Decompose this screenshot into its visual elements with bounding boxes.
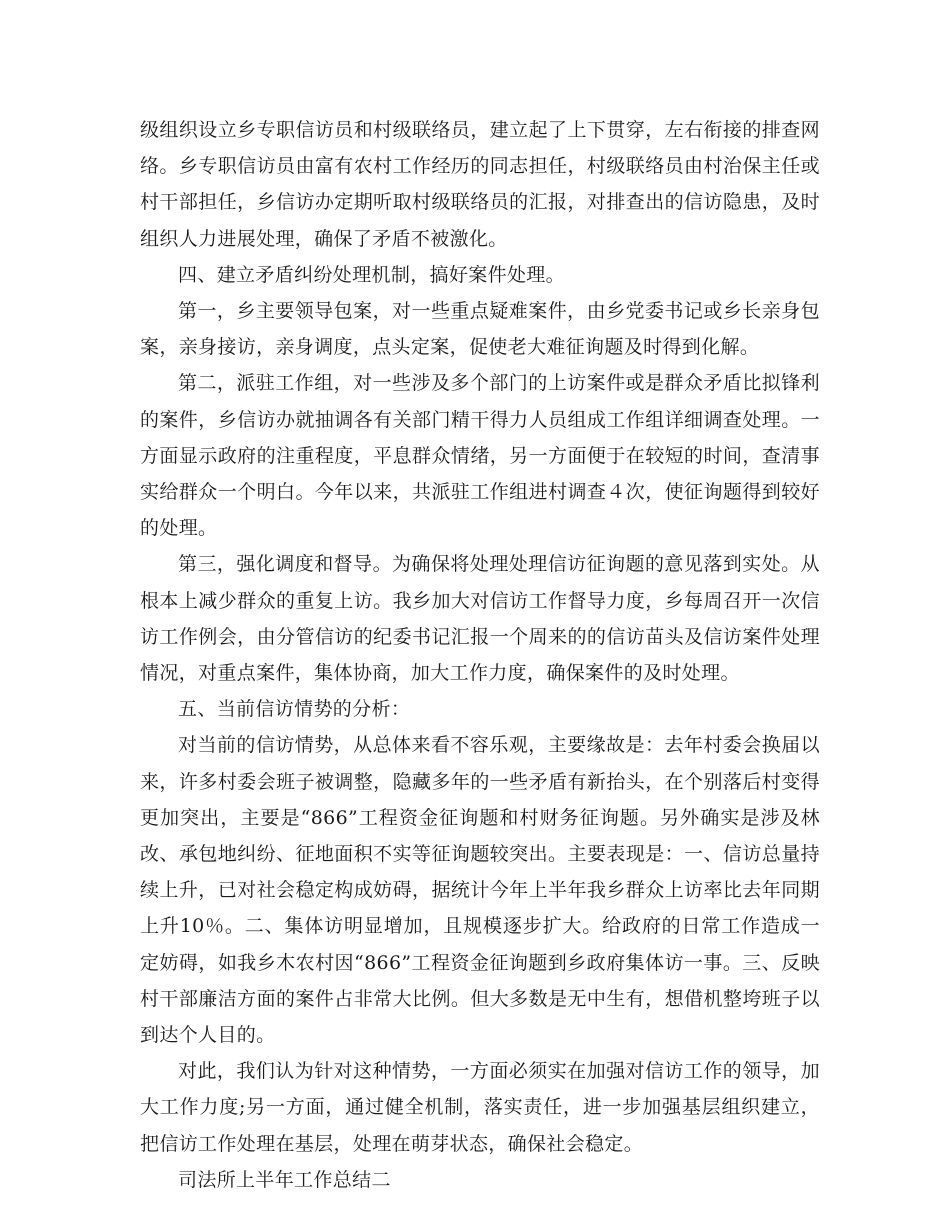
document-body — [140, 112, 820, 1198]
paragraph-first-point: 第一，乡主要领导包案，对一些重点疑难案件，由乡党委书记或乡长亲身包案，亲身接访，亲身调度，点头定案，促使老大难征询题及时得到化解。 — [140, 300, 820, 359]
paragraph-situation-analysis: 对当前的信访情势，从总体来看不容乐观，主要缘故是：去年村委会换届以来，许多村委会班子被调整，隐藏多年的一些矛盾有新抬头，在个别落后村变得更加突出，主要是“866”工程资金征询题和村财务征询题。另外确实是涉及林改、承包地纠纷、征地面积不实等征询题较突出。主要表现是：一、信访总量持续上升，已对社会稳定构成妨碍，据统计今年上半年我乡群众上访率比去年同期上升10％。二、集体访明显增加，且规模逐步扩大。给政府的日常工作造成一定妨碍，如我乡木农村因“866”工程资金征询题到乡政府集体访一事。三、反映村干部廉洁方面的案件占非常大比例。但大多数是无中生有，想借机整垮班子以到达个人目的。 — [140, 734, 820, 1047]
paragraph-conclusion: 对此，我们认为针对这种情势，一方面必须实在加强对信访工作的领导，加大工作力度;另一方面，通过健全机制，落实责任，进一步加强基层组织建立，把信访工作处理在基层，处理在萌芽状态，确保社会稳定。 — [140, 1060, 820, 1155]
section-heading-four: 四、建立矛盾纠纷处理机制，搞好案件处理。 — [178, 263, 566, 286]
section-heading-five: 五、当前信访情势的分析： — [178, 698, 411, 721]
next-section-title: 司法所上半年工作总结二 — [178, 1168, 391, 1191]
paragraph-continuation: 级组织设立乡专职信访员和村级联络员，建立起了上下贯穿，左右衔接的排查网络。乡专职信访员由富有农村工作经历的同志担任，村级联络员由村治保主任或村干部担任，乡信访办定期听取村级联络员的汇报，对排查出的信访隐患，及时组织人力进展处理，确保了矛盾不被激化。 — [140, 119, 820, 250]
paragraph-third-point: 第三，强化调度和督导。为确保将处理处理信访征询题的意见落到实处。从根本上减少群众的重复上访。我乡加大对信访工作督导力度，乡每周召开一次信访工作例会，由分管信访的纪委书记汇报一个周来的的信访苗头及信访案件处理情况，对重点案件，集体协商，加大工作力度，确保案件的及时处理。 — [140, 553, 820, 685]
paragraph-second-point: 第二，派驻工作组，对一些涉及多个部门的上访案件或是群众矛盾比拟锋利的案件，乡信访办就抽调各有关部门精干得力人员组成工作组详细调查处理。一方面显示政府的注重程度，平息群众情绪，另一方面便于在较短的时间，查清事实给群众一个明白。今年以来，共派驻工作组进村调查４次，使征询题得到较好的处理。 — [140, 372, 820, 540]
